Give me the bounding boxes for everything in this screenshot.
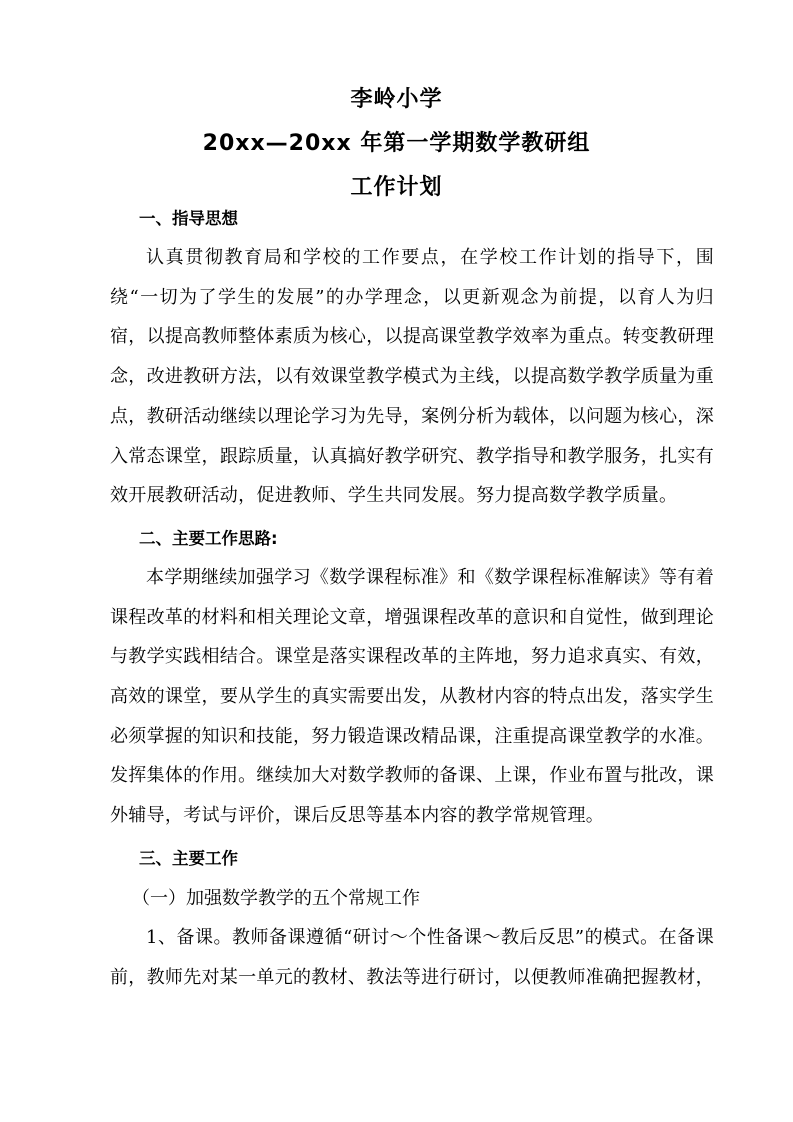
document-title-block bbox=[0, 78, 793, 210]
section-paragraph-guiding-thought: 认真贯彻教育局和学校的工作要点，在学校工作计划的指导下，围绕“一切为了学生的发展”的办学理念，以更新观念为前提，以育人为归宿，以提高教师整体素质为核心，以提高课堂教学效率为重点。转变教研理念，改进教研方法，以有效课堂教学模式为主线，以提高数学教学质量为重点，教研活动继续以理论学习为先导，案例分析为载体，以问题为核心，深入常态课堂，跟踪质量，认真搞好教学研究、教学指导和教学服务，扎实有效开展教研活动，促进教师、学生共同发展。努力提高数学教学质量。 bbox=[110, 247, 714, 507]
section-heading-guiding-thought: 一、指导思想 bbox=[139, 209, 238, 228]
plan-subtitle: 工作计划 bbox=[350, 175, 443, 200]
plan-title-line: 20xx—20xx 年第一学期数学教研组 bbox=[202, 131, 591, 156]
section-heading-main-ideas: 二、主要工作思路: bbox=[139, 528, 278, 548]
section-heading-main-work: 三、主要工作 bbox=[139, 848, 238, 868]
section-paragraph-main-ideas: 本学期继续加强学习《数学课程标准》和《数学课程标准解读》等有着课程改革的材料和相关理论文章，增强课程改革的意识和自觉性，做到理论与教学实践相结合。课堂是落实课程改革的主阵地，努力追求真实、有效，高效的课堂，要从学生的真实需要出发，从教材内容的特点出发，落实学生必须掌握的知识和技能，努力锻造课改精品课，注重提高课堂教学的水准。发挥集体的作用。继续加大对数学教师的备课、上课，作业布置与批改，课外辅导，考试与评价，课后反思等基本内容的教学常规管理。 bbox=[110, 566, 714, 827]
subsection-heading-five-routines: （一）加强数学教学的五个常规工作 bbox=[132, 887, 420, 909]
list-item-lesson-prep: 1、备课。教师备课遵循“研讨～个性备课～教后反思”的模式。在备课前，教师先对某一单元的教材、教法等进行研讨，以便教师准确把握教材， bbox=[110, 926, 714, 988]
school-name-title: 李岭小学 bbox=[350, 87, 443, 112]
document-body bbox=[110, 200, 714, 997]
